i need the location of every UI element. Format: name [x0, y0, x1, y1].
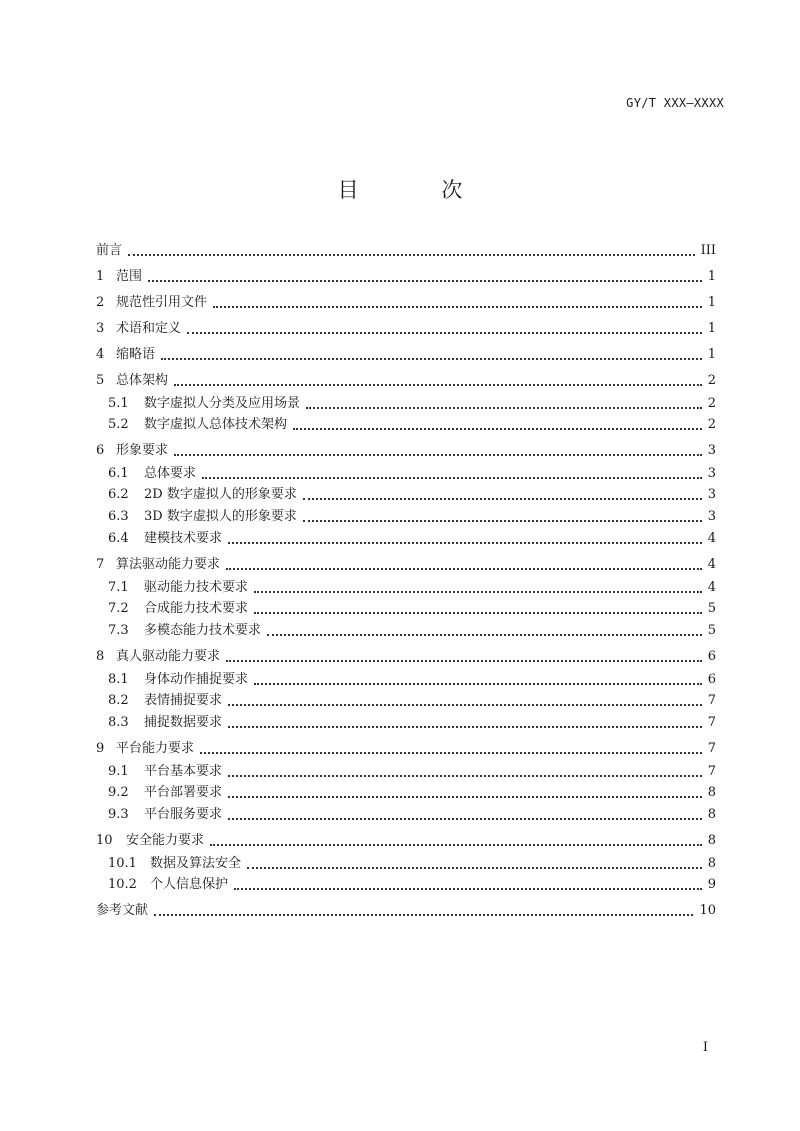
toc-entry-label: 数据及算法安全: [150, 856, 242, 871]
standard-code: GY/T XXX—XXXX: [626, 96, 724, 110]
dot-leader: [228, 818, 702, 820]
toc-entry-page: 7: [707, 764, 716, 779]
toc-entry[interactable]: [108, 526, 716, 548]
toc-entry-page: 5: [707, 623, 716, 638]
dot-leader: [210, 844, 702, 846]
toc-entry-number: 9.1: [108, 764, 129, 779]
dot-leader: [174, 384, 702, 386]
toc-entry[interactable]: [108, 618, 716, 640]
toc-entry-label: 真人驱动能力要求: [116, 649, 221, 664]
toc-entry-number: 8: [96, 649, 105, 664]
toc-entry-label: 建模技术要求: [144, 531, 223, 546]
toc-entry-page: 10: [699, 903, 716, 918]
toc-entry-number: 8.2: [108, 693, 129, 708]
toc-entry-page: 6: [707, 649, 716, 664]
toc-entry-label: 算法驱动能力要求: [116, 557, 221, 572]
toc-entry-number: 8.1: [108, 672, 129, 687]
dot-leader: [226, 568, 702, 570]
toc-entry[interactable]: [96, 342, 716, 364]
toc-entry[interactable]: [108, 802, 716, 824]
dot-leader: [174, 454, 702, 456]
toc-entry-label: 表情捕捉要求: [144, 693, 223, 708]
toc-entry-label: 3D 数字虚拟人的形象要求: [144, 509, 297, 524]
dot-leader: [228, 726, 702, 728]
toc-entry[interactable]: [108, 504, 716, 526]
dot-leader: [228, 796, 702, 798]
dot-leader: [187, 332, 702, 334]
dot-leader: [267, 634, 702, 636]
toc-entry[interactable]: [96, 644, 716, 666]
toc-entry[interactable]: [108, 412, 716, 434]
toc-entry-page: 4: [707, 531, 716, 546]
toc-entry[interactable]: [108, 391, 716, 413]
toc-entry-number: 6.4: [108, 531, 129, 546]
dot-leader: [303, 520, 702, 522]
toc-entry-number: 3: [96, 321, 105, 336]
toc-entry-number: 5.2: [108, 417, 129, 432]
dot-leader: [154, 914, 693, 916]
dot-leader: [228, 542, 702, 544]
toc-entry-label: 前言: [96, 243, 123, 258]
dot-leader: [293, 428, 702, 430]
dot-leader: [228, 775, 702, 777]
toc-entry-page: 7: [707, 715, 716, 730]
toc-entry-label: 术语和定义: [116, 321, 182, 336]
toc-entry-page: 8: [707, 807, 716, 822]
dot-leader: [200, 752, 702, 754]
toc-entry-page: 3: [707, 487, 716, 502]
toc-entry-label: 捕捉数据要求: [144, 715, 223, 730]
dot-leader: [148, 280, 702, 282]
toc-entry-page: 2: [707, 373, 716, 388]
toc-entry[interactable]: [96, 368, 716, 390]
toc-entry[interactable]: [96, 316, 716, 338]
toc-entry-number: 9: [96, 741, 105, 756]
dot-leader: [306, 407, 702, 409]
toc-entry[interactable]: [96, 552, 716, 574]
toc-entry-number: 6.3: [108, 509, 129, 524]
toc-entry-number: 5.1: [108, 396, 129, 411]
toc-entry-label: 身体动作捕捉要求: [144, 672, 249, 687]
toc-entry-label: 参考文献: [96, 903, 149, 918]
toc-entry-label: 平台服务要求: [144, 807, 223, 822]
toc-entry-number: 9.3: [108, 807, 129, 822]
toc-entry-number: 10.1: [108, 856, 137, 871]
toc-entry-label: 2D 数字虚拟人的形象要求: [144, 487, 297, 502]
toc-title: 目 次: [337, 178, 501, 202]
toc-entry-label: 平台基本要求: [144, 764, 223, 779]
toc-entry-page: 4: [707, 557, 716, 572]
toc-entry-page: 3: [707, 466, 716, 481]
dot-leader: [161, 358, 702, 360]
dot-leader: [254, 612, 702, 614]
dot-leader: [254, 591, 702, 593]
toc-entry-label: 平台能力要求: [116, 741, 195, 756]
toc-entry[interactable]: [108, 759, 716, 781]
toc-entry-page: 1: [707, 347, 716, 362]
toc-entry-page: 7: [707, 693, 716, 708]
toc-entry-page: 8: [707, 833, 716, 848]
toc-entry-label: 多模态能力技术要求: [144, 623, 262, 638]
toc-entry-number: 2: [96, 295, 105, 310]
toc-entry[interactable]: [108, 710, 716, 732]
toc-entry[interactable]: [96, 736, 716, 758]
toc-entry-number: 7.2: [108, 601, 129, 616]
toc-entry-page: 8: [707, 856, 716, 871]
toc-entry-page: 6: [707, 672, 716, 687]
toc-entry-number: 7.3: [108, 623, 129, 638]
toc-entry-label: 个人信息保护: [150, 877, 229, 892]
toc-entry[interactable]: [108, 482, 716, 504]
toc-entry-number: 1: [96, 269, 105, 284]
dot-leader: [247, 867, 702, 869]
toc-entry[interactable]: [96, 828, 716, 850]
toc-entry-page: 1: [707, 295, 716, 310]
toc-entry-page: 3: [707, 443, 716, 458]
toc-entry-label: 总体要求: [144, 466, 197, 481]
toc-entry-label: 缩略语: [116, 347, 156, 362]
toc-entry[interactable]: [108, 596, 716, 618]
toc-entry[interactable]: [108, 872, 716, 894]
toc-entry-page: 7: [707, 741, 716, 756]
toc-entry-page: 9: [707, 877, 716, 892]
toc-entry[interactable]: [108, 667, 716, 689]
toc-entry-label: 合成能力技术要求: [144, 601, 249, 616]
toc-entry-label: 规范性引用文件: [116, 295, 208, 310]
toc-entry-number: 10: [96, 833, 113, 848]
toc-entry-number: 8.3: [108, 715, 129, 730]
toc-entry[interactable]: [108, 688, 716, 710]
toc-entry[interactable]: [96, 438, 716, 460]
toc-entry-number: 6.1: [108, 466, 129, 481]
toc-entry-label: 范围: [116, 269, 143, 284]
toc-entry[interactable]: [108, 575, 716, 597]
toc-entry-label: 形象要求: [116, 443, 169, 458]
toc-entry-page: 8: [707, 785, 716, 800]
dot-leader: [303, 498, 702, 500]
toc-entry-number: 6.2: [108, 487, 129, 502]
dot-leader: [202, 477, 702, 479]
toc-entry[interactable]: [108, 461, 716, 483]
toc-entry-number: 7.1: [108, 580, 129, 595]
toc-entry-number: 6: [96, 443, 105, 458]
toc-entry-label: 总体架构: [116, 373, 169, 388]
toc-entry-page: 1: [707, 269, 716, 284]
toc-entry[interactable]: [96, 238, 716, 260]
dot-leader: [254, 683, 702, 685]
toc-entry-page: 4: [707, 580, 716, 595]
toc-entry-label: 数字虚拟人总体技术架构: [144, 417, 288, 432]
dot-leader: [128, 254, 695, 256]
dot-leader: [234, 888, 702, 890]
toc-entry-number: 10.2: [108, 877, 137, 892]
toc-entry[interactable]: [96, 264, 716, 286]
toc-entry-page: 3: [707, 509, 716, 524]
toc-entry[interactable]: [108, 780, 716, 802]
dot-leader: [228, 704, 702, 706]
dot-leader: [213, 306, 702, 308]
page-number: I: [702, 1040, 708, 1055]
toc-entry[interactable]: [96, 290, 716, 312]
toc-entry-number: 5: [96, 373, 105, 388]
toc-entry-number: 7: [96, 557, 105, 572]
toc-entry-label: 平台部署要求: [144, 785, 223, 800]
toc-entry-number: 9.2: [108, 785, 129, 800]
toc-entry-page: 5: [707, 601, 716, 616]
dot-leader: [226, 660, 702, 662]
toc-entry-page: 2: [707, 417, 716, 432]
toc-entry-page: 2: [707, 396, 716, 411]
toc-entry-page: 1: [707, 321, 716, 336]
toc-entry-label: 驱动能力技术要求: [144, 580, 249, 595]
toc-entry[interactable]: [96, 898, 716, 920]
toc-entry[interactable]: [108, 851, 716, 873]
toc-entry-number: 4: [96, 347, 105, 362]
toc-entry-label: 数字虚拟人分类及应用场景: [144, 396, 301, 411]
toc-entry-page: III: [700, 243, 716, 258]
toc-entry-label: 安全能力要求: [126, 833, 205, 848]
